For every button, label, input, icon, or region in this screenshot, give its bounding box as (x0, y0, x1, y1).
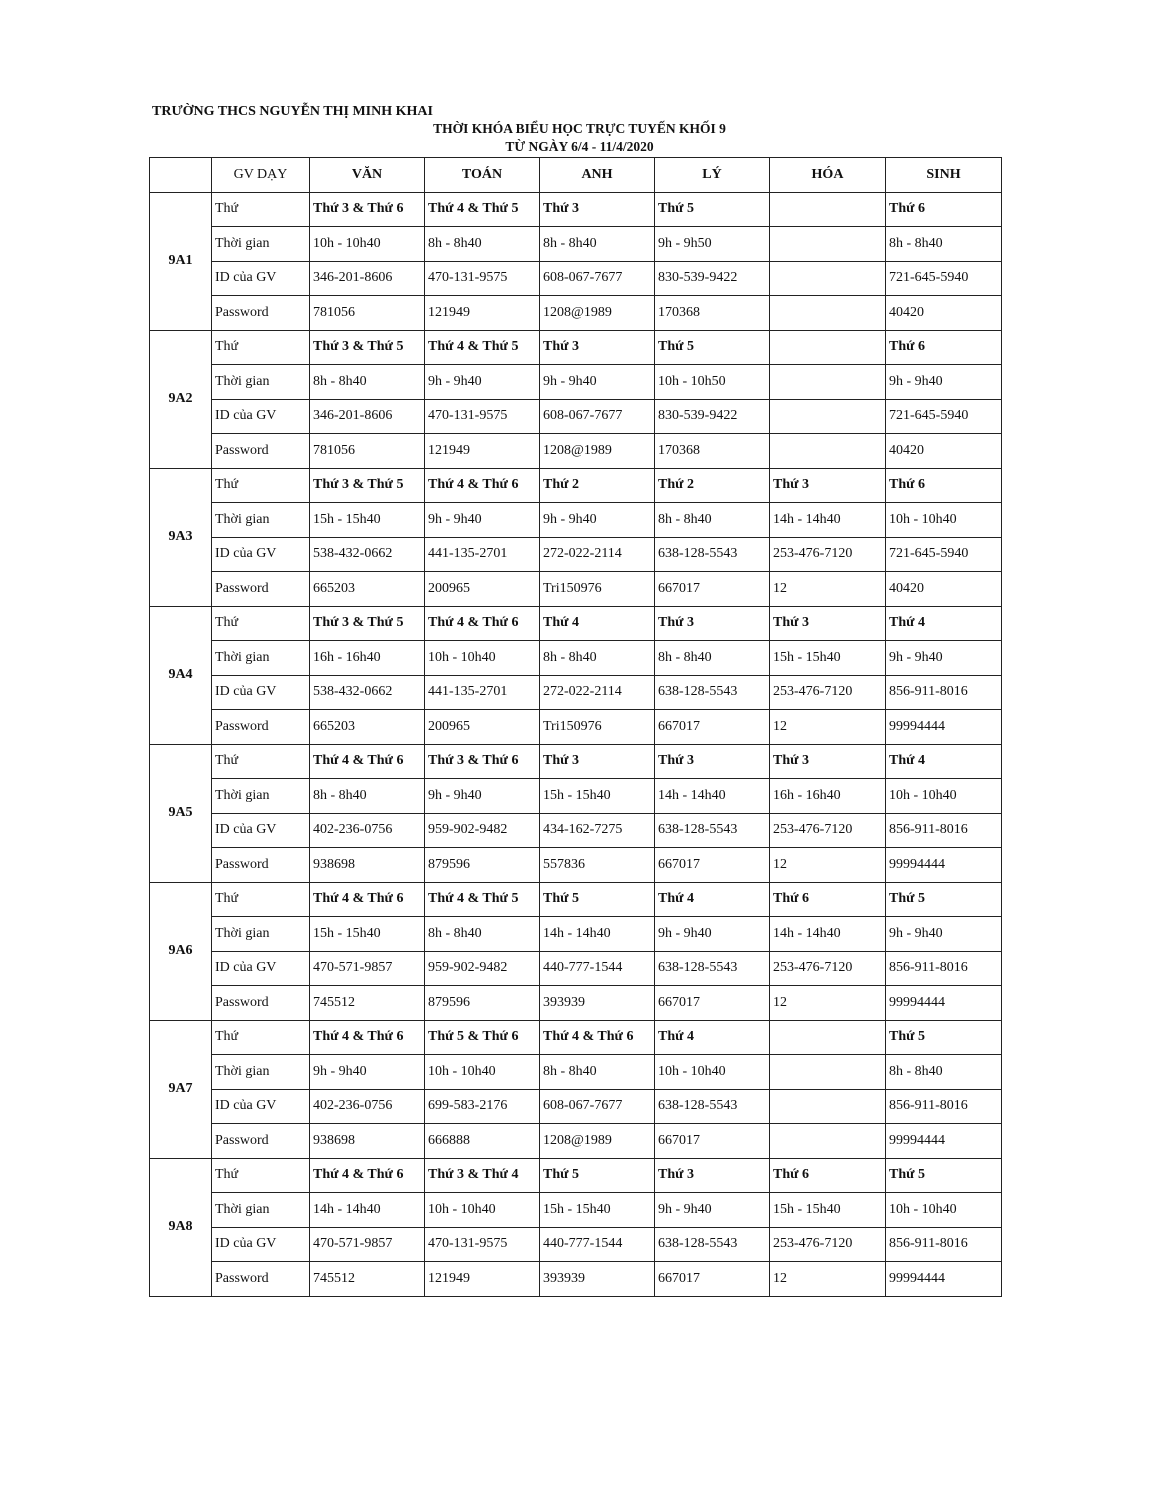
row-label: Thứ (212, 606, 310, 641)
table-cell: 721-645-5940 (886, 537, 1002, 572)
row-label: Thời gian (212, 641, 310, 676)
table-row (150, 848, 1002, 883)
col-header-sinh: SINH (886, 158, 1002, 193)
table-cell: 170368 (655, 296, 770, 331)
table-cell: Thứ 3 (655, 1158, 770, 1193)
table-cell: 781056 (310, 434, 425, 469)
table-row (150, 986, 1002, 1021)
table-row (150, 503, 1002, 538)
row-label: Thứ (212, 1020, 310, 1055)
table-cell: Thứ 4 (886, 606, 1002, 641)
table-cell: 638-128-5543 (655, 675, 770, 710)
table-cell: 856-911-8016 (886, 813, 1002, 848)
table-cell: 9h - 9h40 (540, 503, 655, 538)
table-cell: 10h - 10h40 (425, 1193, 540, 1228)
table-cell: 121949 (425, 296, 540, 331)
table-cell: 8h - 8h40 (655, 503, 770, 538)
table-cell: 99994444 (886, 986, 1002, 1021)
table-cell: 879596 (425, 986, 540, 1021)
table-cell: Thứ 3 (655, 744, 770, 779)
table-row (150, 1124, 1002, 1159)
table-cell: 830-539-9422 (655, 261, 770, 296)
table-cell: Thứ 4 (886, 744, 1002, 779)
table-cell: 253-476-7120 (770, 675, 886, 710)
table-cell: Thứ 6 (770, 1158, 886, 1193)
table-cell: 667017 (655, 848, 770, 883)
table-cell: 440-777-1544 (540, 1227, 655, 1262)
corner-cell (150, 158, 212, 193)
table-cell: Thứ 5 (886, 882, 1002, 917)
row-label: ID của GV (212, 261, 310, 296)
row-label: Thứ (212, 882, 310, 917)
table-cell: 393939 (540, 1262, 655, 1297)
table-row (150, 710, 1002, 745)
table-cell: 441-135-2701 (425, 675, 540, 710)
school-name: TRƯỜNG THCS NGUYỄN THỊ MINH KHAI (152, 104, 433, 119)
table-cell: 253-476-7120 (770, 951, 886, 986)
table-cell: 10h - 10h40 (425, 1055, 540, 1090)
table-cell: 253-476-7120 (770, 1227, 886, 1262)
table-cell: 346-201-8606 (310, 399, 425, 434)
row-label: Thứ (212, 468, 310, 503)
table-cell: 8h - 8h40 (886, 1055, 1002, 1090)
table-cell: 638-128-5543 (655, 1089, 770, 1124)
class-name: 9A3 (150, 468, 212, 606)
table-cell: 608-067-7677 (540, 1089, 655, 1124)
table-cell: 15h - 15h40 (770, 641, 886, 676)
row-label: Password (212, 1262, 310, 1297)
row-label: Password (212, 710, 310, 745)
table-row (150, 261, 1002, 296)
table-cell: 12 (770, 710, 886, 745)
table-cell: 9h - 9h40 (886, 917, 1002, 952)
table-cell: 10h - 10h40 (425, 641, 540, 676)
table-cell: 40420 (886, 572, 1002, 607)
table-cell: Thứ 3 (540, 744, 655, 779)
row-label: ID của GV (212, 399, 310, 434)
table-cell: 14h - 14h40 (655, 779, 770, 814)
table-cell: 608-067-7677 (540, 261, 655, 296)
table-cell: 441-135-2701 (425, 537, 540, 572)
table-cell: Thứ 4 (540, 606, 655, 641)
table-cell: Thứ 3 (770, 744, 886, 779)
table-cell: Tri150976 (540, 572, 655, 607)
row-label: Thứ (212, 192, 310, 227)
row-label: Thời gian (212, 365, 310, 400)
row-label: ID của GV (212, 675, 310, 710)
table-cell: 9h - 9h40 (310, 1055, 425, 1090)
col-header-anh: ANH (540, 158, 655, 193)
table-cell: Thứ 2 (655, 468, 770, 503)
table-cell: 15h - 15h40 (540, 779, 655, 814)
table-cell: Thứ 5 (655, 330, 770, 365)
row-label: Password (212, 1124, 310, 1159)
table-row (150, 365, 1002, 400)
table-cell: 667017 (655, 710, 770, 745)
table-cell: 440-777-1544 (540, 951, 655, 986)
table-cell: 99994444 (886, 848, 1002, 883)
table-cell (770, 399, 886, 434)
table-row (150, 606, 1002, 641)
table-cell: 538-432-0662 (310, 537, 425, 572)
table-cell: Thứ 3 & Thứ 6 (310, 192, 425, 227)
table-row (150, 399, 1002, 434)
table-cell: 10h - 10h40 (886, 779, 1002, 814)
row-label: Password (212, 572, 310, 607)
table-cell: 40420 (886, 296, 1002, 331)
table-cell: 856-911-8016 (886, 1227, 1002, 1262)
table-cell: 879596 (425, 848, 540, 883)
table-row (150, 572, 1002, 607)
table-cell: Thứ 4 & Thứ 6 (425, 468, 540, 503)
table-cell: Thứ 5 (886, 1158, 1002, 1193)
table-cell: 667017 (655, 1262, 770, 1297)
table-row (150, 1055, 1002, 1090)
table-cell: 8h - 8h40 (425, 227, 540, 262)
table-cell: Thứ 6 (886, 468, 1002, 503)
table-cell: 608-067-7677 (540, 399, 655, 434)
table-cell: Thứ 4 (655, 1020, 770, 1055)
table-cell: 434-162-7275 (540, 813, 655, 848)
col-header-ly: LÝ (655, 158, 770, 193)
table-cell (770, 1020, 886, 1055)
table-cell: Thứ 5 & Thứ 6 (425, 1020, 540, 1055)
table-cell: 959-902-9482 (425, 813, 540, 848)
table-row (150, 917, 1002, 952)
table-cell: 15h - 15h40 (310, 917, 425, 952)
table-cell: 9h - 9h50 (655, 227, 770, 262)
table-cell (770, 192, 886, 227)
table-row (150, 1020, 1002, 1055)
table-cell: Thứ 4 & Thứ 6 (425, 606, 540, 641)
table-cell: 40420 (886, 434, 1002, 469)
table-cell: 12 (770, 1262, 886, 1297)
class-name: 9A6 (150, 882, 212, 1020)
table-cell: 272-022-2114 (540, 675, 655, 710)
table-cell: 15h - 15h40 (770, 1193, 886, 1228)
class-name: 9A2 (150, 330, 212, 468)
table-cell: 638-128-5543 (655, 1227, 770, 1262)
table-cell: 14h - 14h40 (770, 503, 886, 538)
table-cell: 856-911-8016 (886, 951, 1002, 986)
row-label: ID của GV (212, 1089, 310, 1124)
table-cell: Tri150976 (540, 710, 655, 745)
table-cell: Thứ 5 (886, 1020, 1002, 1055)
table-cell: 9h - 9h40 (886, 641, 1002, 676)
table-cell (770, 227, 886, 262)
table-row (150, 675, 1002, 710)
class-name: 9A5 (150, 744, 212, 882)
table-cell: 856-911-8016 (886, 675, 1002, 710)
table-cell: 1208@1989 (540, 1124, 655, 1159)
table-cell: Thứ 3 (770, 606, 886, 641)
table-cell: 121949 (425, 434, 540, 469)
table-cell: 667017 (655, 1124, 770, 1159)
table-row (150, 1158, 1002, 1193)
table-row (150, 641, 1002, 676)
table-cell: 721-645-5940 (886, 261, 1002, 296)
table-cell: Thứ 3 & Thứ 5 (310, 468, 425, 503)
table-cell: 200965 (425, 572, 540, 607)
table-row (150, 227, 1002, 262)
table-cell: 1208@1989 (540, 434, 655, 469)
table-cell: 470-571-9857 (310, 1227, 425, 1262)
table-cell: Thứ 4 & Thứ 5 (425, 882, 540, 917)
table-row (150, 296, 1002, 331)
table-row (150, 192, 1002, 227)
table-row (150, 1227, 1002, 1262)
col-header-hoa: HÓA (770, 158, 886, 193)
table-cell: 14h - 14h40 (540, 917, 655, 952)
table-cell: Thứ 4 & Thứ 6 (310, 744, 425, 779)
col-header-teacher: GV DẠY (212, 158, 310, 193)
table-cell: 16h - 16h40 (310, 641, 425, 676)
row-label: ID của GV (212, 1227, 310, 1262)
table-cell: 99994444 (886, 710, 1002, 745)
table-cell: 12 (770, 572, 886, 607)
table-cell: Thứ 3 & Thứ 6 (425, 744, 540, 779)
table-cell: 667017 (655, 986, 770, 1021)
table-cell (770, 365, 886, 400)
table-cell: 638-128-5543 (655, 951, 770, 986)
table-cell: 470-131-9575 (425, 261, 540, 296)
table-cell (770, 434, 886, 469)
table-cell (770, 1089, 886, 1124)
table-row (150, 1193, 1002, 1228)
table-cell: Thứ 5 (540, 882, 655, 917)
table-cell: 8h - 8h40 (540, 641, 655, 676)
table-cell: 9h - 9h40 (655, 1193, 770, 1228)
table-cell: 830-539-9422 (655, 399, 770, 434)
table-cell: 10h - 10h40 (886, 1193, 1002, 1228)
table-cell: Thứ 4 & Thứ 5 (425, 192, 540, 227)
row-label: ID của GV (212, 537, 310, 572)
table-cell: 667017 (655, 572, 770, 607)
col-header-toan: TOÁN (425, 158, 540, 193)
table-cell: 393939 (540, 986, 655, 1021)
table-cell: 15h - 15h40 (310, 503, 425, 538)
table-cell: Thứ 6 (770, 882, 886, 917)
table-row (150, 330, 1002, 365)
table-row (150, 779, 1002, 814)
table-cell: 470-571-9857 (310, 951, 425, 986)
table-cell: 99994444 (886, 1262, 1002, 1297)
table-cell: 8h - 8h40 (310, 779, 425, 814)
table-row (150, 744, 1002, 779)
row-label: Password (212, 434, 310, 469)
table-cell: Thứ 3 & Thứ 4 (425, 1158, 540, 1193)
schedule-table (149, 157, 1002, 1297)
table-cell: 557836 (540, 848, 655, 883)
row-label: Thời gian (212, 1055, 310, 1090)
table-cell: 9h - 9h40 (425, 365, 540, 400)
table-cell: Thứ 4 & Thứ 6 (310, 882, 425, 917)
table-cell: 959-902-9482 (425, 951, 540, 986)
table-cell: 12 (770, 848, 886, 883)
row-label: ID của GV (212, 813, 310, 848)
table-cell: 16h - 16h40 (770, 779, 886, 814)
table-cell: 9h - 9h40 (425, 503, 540, 538)
table-cell: Thứ 2 (540, 468, 655, 503)
table-cell: 699-583-2176 (425, 1089, 540, 1124)
table-cell: Thứ 6 (886, 330, 1002, 365)
table-cell: 1208@1989 (540, 296, 655, 331)
table-cell: 665203 (310, 710, 425, 745)
table-row (150, 537, 1002, 572)
table-cell: 346-201-8606 (310, 261, 425, 296)
table-cell: 14h - 14h40 (310, 1193, 425, 1228)
table-row (150, 882, 1002, 917)
row-label: Thời gian (212, 1193, 310, 1228)
table-cell (770, 1055, 886, 1090)
row-label: Password (212, 296, 310, 331)
table-cell: 272-022-2114 (540, 537, 655, 572)
table-cell: Thứ 4 & Thứ 6 (540, 1020, 655, 1055)
table-cell: 170368 (655, 434, 770, 469)
table-cell: Thứ 3 (540, 330, 655, 365)
table-cell: 745512 (310, 986, 425, 1021)
table-cell: 402-236-0756 (310, 813, 425, 848)
table-cell: 15h - 15h40 (540, 1193, 655, 1228)
table-cell: 8h - 8h40 (310, 365, 425, 400)
table-row (150, 1089, 1002, 1124)
table-cell: 402-236-0756 (310, 1089, 425, 1124)
table-cell: 538-432-0662 (310, 675, 425, 710)
table-cell: 8h - 8h40 (425, 917, 540, 952)
row-label: Thời gian (212, 503, 310, 538)
table-cell: Thứ 5 (655, 192, 770, 227)
table-cell: Thứ 4 & Thứ 5 (425, 330, 540, 365)
table-cell: 8h - 8h40 (540, 1055, 655, 1090)
table-cell (770, 1124, 886, 1159)
table-cell: 9h - 9h40 (425, 779, 540, 814)
table-cell: 121949 (425, 1262, 540, 1297)
class-name: 9A1 (150, 192, 212, 330)
schedule-body (150, 158, 1002, 1297)
table-cell: Thứ 3 (540, 192, 655, 227)
col-header-van: VĂN (310, 158, 425, 193)
table-cell: 666888 (425, 1124, 540, 1159)
table-cell: 8h - 8h40 (540, 227, 655, 262)
table-cell: 638-128-5543 (655, 813, 770, 848)
row-label: Thời gian (212, 917, 310, 952)
table-row (150, 468, 1002, 503)
table-cell (770, 261, 886, 296)
table-cell: 12 (770, 986, 886, 1021)
table-cell: Thứ 4 & Thứ 6 (310, 1020, 425, 1055)
table-cell: 665203 (310, 572, 425, 607)
table-cell: 9h - 9h40 (886, 365, 1002, 400)
table-cell: 938698 (310, 848, 425, 883)
row-label: ID của GV (212, 951, 310, 986)
row-label: Thời gian (212, 227, 310, 262)
table-row (150, 813, 1002, 848)
table-cell: 470-131-9575 (425, 1227, 540, 1262)
table-cell: 938698 (310, 1124, 425, 1159)
table-cell: 721-645-5940 (886, 399, 1002, 434)
table-cell: 9h - 9h40 (655, 917, 770, 952)
schedule-title: THỜI KHÓA BIỂU HỌC TRỰC TUYẾN KHỐI 9 (433, 121, 726, 136)
table-cell: 8h - 8h40 (655, 641, 770, 676)
table-cell: 745512 (310, 1262, 425, 1297)
table-cell: Thứ 3 (770, 468, 886, 503)
row-label: Password (212, 848, 310, 883)
row-label: Thời gian (212, 779, 310, 814)
row-label: Password (212, 986, 310, 1021)
table-row (150, 1262, 1002, 1297)
table-cell: Thứ 3 & Thứ 5 (310, 330, 425, 365)
table-cell: 9h - 9h40 (540, 365, 655, 400)
table-row (150, 434, 1002, 469)
row-label: Thứ (212, 1158, 310, 1193)
table-cell: 99994444 (886, 1124, 1002, 1159)
table-cell: 781056 (310, 296, 425, 331)
class-name: 9A8 (150, 1158, 212, 1296)
table-cell (770, 296, 886, 331)
table-cell: 14h - 14h40 (770, 917, 886, 952)
table-cell: 638-128-5543 (655, 537, 770, 572)
table-cell: 253-476-7120 (770, 813, 886, 848)
table-cell: Thứ 3 & Thứ 5 (310, 606, 425, 641)
table-cell: Thứ 5 (540, 1158, 655, 1193)
header-row (150, 158, 1002, 193)
table-cell: 470-131-9575 (425, 399, 540, 434)
table-cell: 200965 (425, 710, 540, 745)
table-cell: 10h - 10h50 (655, 365, 770, 400)
table-cell: 856-911-8016 (886, 1089, 1002, 1124)
table-cell: 253-476-7120 (770, 537, 886, 572)
table-cell: Thứ 6 (886, 192, 1002, 227)
table-cell: Thứ 4 & Thứ 6 (310, 1158, 425, 1193)
table-cell: Thứ 4 (655, 882, 770, 917)
table-cell: 8h - 8h40 (886, 227, 1002, 262)
schedule-date-range: TỪ NGÀY 6/4 - 11/4/2020 (505, 139, 654, 154)
table-cell: 10h - 10h40 (655, 1055, 770, 1090)
row-label: Thứ (212, 744, 310, 779)
table-cell: 10h - 10h40 (310, 227, 425, 262)
table-cell: Thứ 3 (655, 606, 770, 641)
class-name: 9A7 (150, 1020, 212, 1158)
row-label: Thứ (212, 330, 310, 365)
table-row (150, 951, 1002, 986)
class-name: 9A4 (150, 606, 212, 744)
table-cell (770, 330, 886, 365)
table-cell: 10h - 10h40 (886, 503, 1002, 538)
